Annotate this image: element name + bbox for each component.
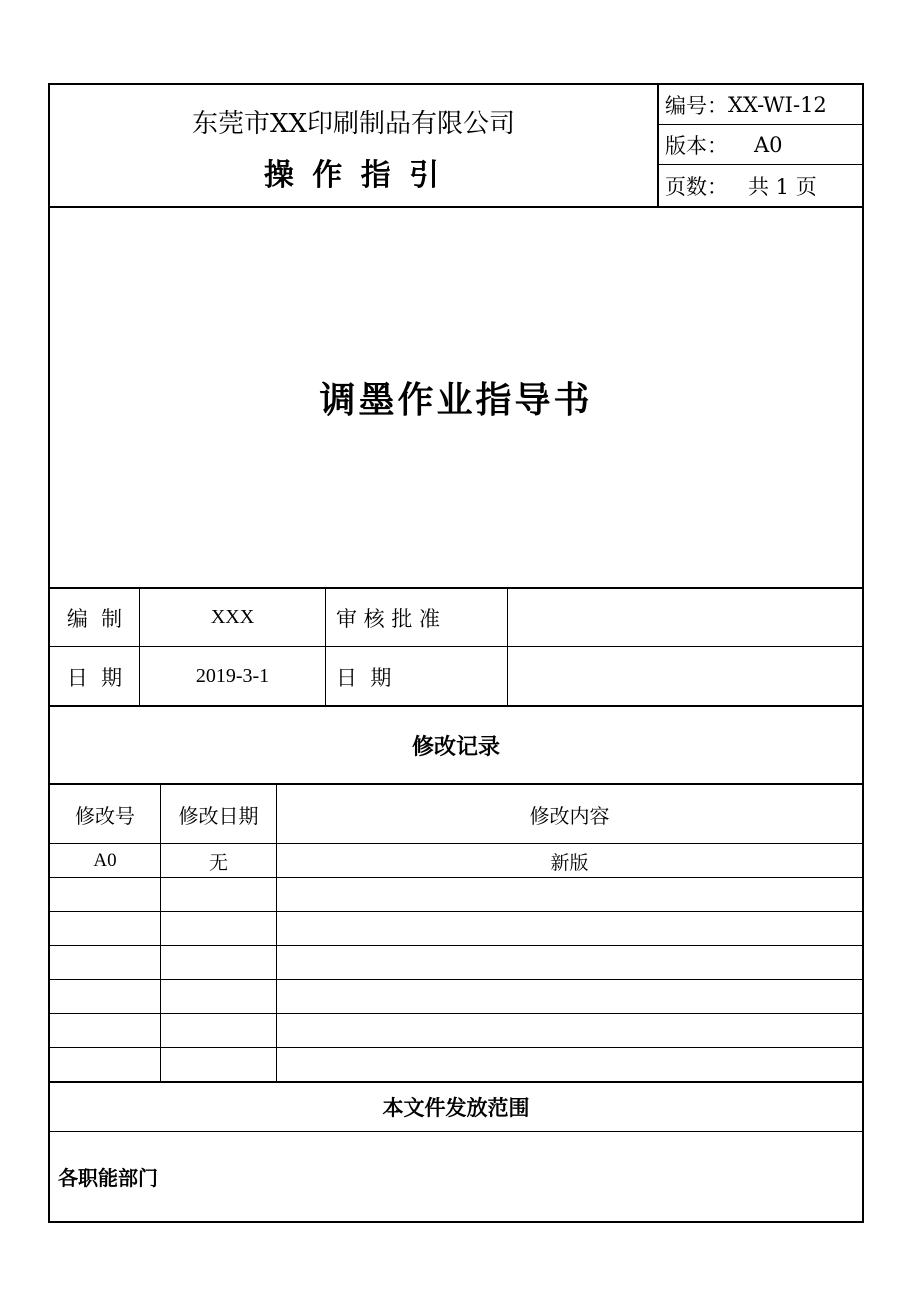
- revision-no-cell: A0: [93, 850, 117, 871]
- revision-date-cell: [161, 1014, 276, 1048]
- prepared-label: 编 制: [66, 606, 123, 631]
- approval-date-label: 日 期: [336, 665, 392, 690]
- revision-header-content: 修改内容: [529, 803, 610, 828]
- revision-content-cell: [277, 980, 862, 1014]
- revision-date-cell: [161, 946, 276, 980]
- pages-label: 页数：: [665, 175, 728, 199]
- revision-date-cell: [161, 912, 276, 946]
- revision-content-cell: [277, 946, 862, 980]
- revision-date-cell: [161, 980, 276, 1014]
- revision-content-cell: [277, 1048, 862, 1082]
- revision-content-cell: [277, 912, 862, 946]
- date-value: 2019-3-1: [195, 665, 270, 687]
- revision-date-cell: [161, 878, 276, 912]
- revision-content-cell: 新版: [550, 851, 589, 874]
- distribution-content: 各职能部门: [58, 1165, 158, 1190]
- pages-value: 共 1 页: [748, 175, 817, 199]
- revision-no-cell: [50, 980, 160, 1014]
- revision-header-no: 修改号: [75, 803, 135, 828]
- revision-no-cell: [50, 946, 160, 980]
- distribution-title-line: [50, 1131, 862, 1132]
- revision-date-cell: [161, 1048, 276, 1082]
- revision-no-cell: [50, 1048, 160, 1082]
- approval-date-value: [508, 647, 862, 706]
- distribution-section-title: 本文件发放范围: [382, 1096, 530, 1120]
- document-number-value: XX-WI-12: [728, 93, 827, 117]
- document-sheet: [48, 83, 864, 1223]
- version-value: A0: [754, 133, 783, 157]
- document-version: [657, 125, 864, 165]
- revision-no-cell: [50, 878, 160, 912]
- revision-content-cell: [277, 1014, 862, 1048]
- document-title: 调墨作业指导书: [319, 378, 593, 421]
- date-label: 日 期: [66, 665, 123, 690]
- version-label: 版本：: [665, 134, 728, 158]
- revision-no-cell: [50, 912, 160, 946]
- document-type: 操 作 指 引: [263, 158, 444, 193]
- revision-content-cell: [277, 878, 862, 912]
- revision-header-date: 修改日期: [178, 803, 259, 828]
- document-number: [657, 85, 864, 125]
- review-value: [508, 589, 862, 646]
- prepared-by: XXX: [210, 606, 255, 628]
- revision-section-title: 修改记录: [411, 734, 500, 760]
- review-label: 审 核 批 准: [336, 606, 441, 631]
- revision-no-cell: [50, 1014, 160, 1048]
- company-name: 东莞市XX印刷制品有限公司: [191, 108, 516, 139]
- document-pages: [657, 165, 864, 207]
- document-number-label: 编号：: [665, 94, 728, 118]
- revision-date-cell: 无: [208, 851, 228, 874]
